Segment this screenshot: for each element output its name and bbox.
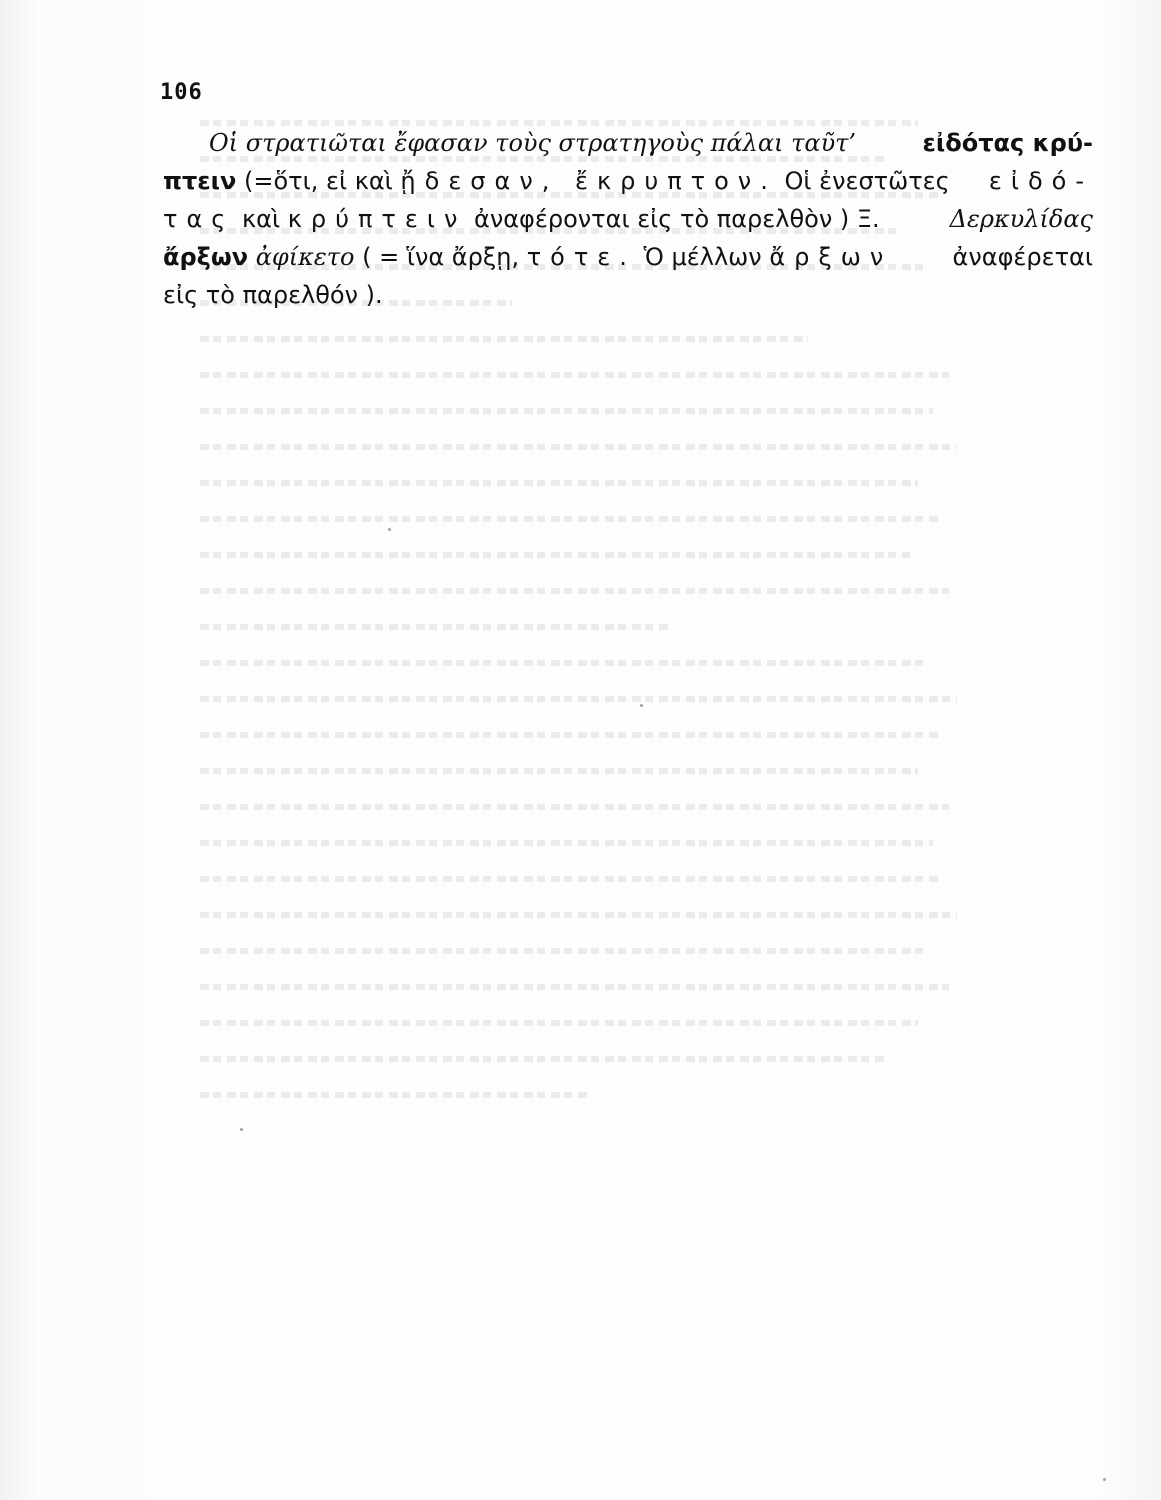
spaced-term: τας — [163, 205, 235, 233]
passage-line-1 — [163, 124, 1093, 162]
passage-line-4 — [163, 238, 1093, 276]
bold-term: εἰδότας κρύ- — [922, 129, 1093, 157]
explanation-text: Ὁ μέλλων — [635, 243, 770, 271]
explanation-text: καὶ — [234, 205, 288, 233]
explanation-text: εἰς τὸ παρελθόν ). — [163, 281, 383, 309]
passage-line-2 — [163, 162, 1093, 200]
spaced-term: κρύπτειν — [287, 205, 467, 233]
bold-term: πτειν — [163, 167, 237, 195]
explanation-text: ( = ἵνα ἄρξῃ, — [354, 243, 527, 271]
spaced-term: τότε. — [526, 243, 636, 271]
spaced-term: εἰδό- — [988, 167, 1093, 195]
spaced-term: ἄρξων — [769, 243, 893, 271]
bold-term: ἄρξων — [163, 243, 249, 271]
page-number: 106 — [160, 80, 203, 105]
explanation-text: (=ὅτι, εἰ καὶ — [236, 167, 401, 195]
greek-grammar-passage — [163, 124, 1093, 314]
passage-line-3 — [163, 200, 1093, 238]
explanation-text: ἀναφέρονται εἰς τὸ παρελθὸν ) Ξ. — [466, 205, 880, 233]
explanation-text: ἀναφέρεται — [952, 243, 1093, 271]
example-sentence: Οἱ στρατιῶται ἔφασαν τοὺς στρατηγοὺς πάλαι ταῦτ’ — [209, 129, 857, 157]
passage-line-5 — [163, 276, 1093, 314]
example-word: ἀφίκετο — [255, 243, 355, 271]
word-space — [248, 243, 256, 271]
example-word: Δερκυλίδας — [949, 205, 1093, 233]
spaced-term: ᾔδεσαν, ἔκρυπτον. — [400, 167, 777, 195]
explanation-text: Οἱ ἐνεστῶτες — [776, 167, 950, 195]
